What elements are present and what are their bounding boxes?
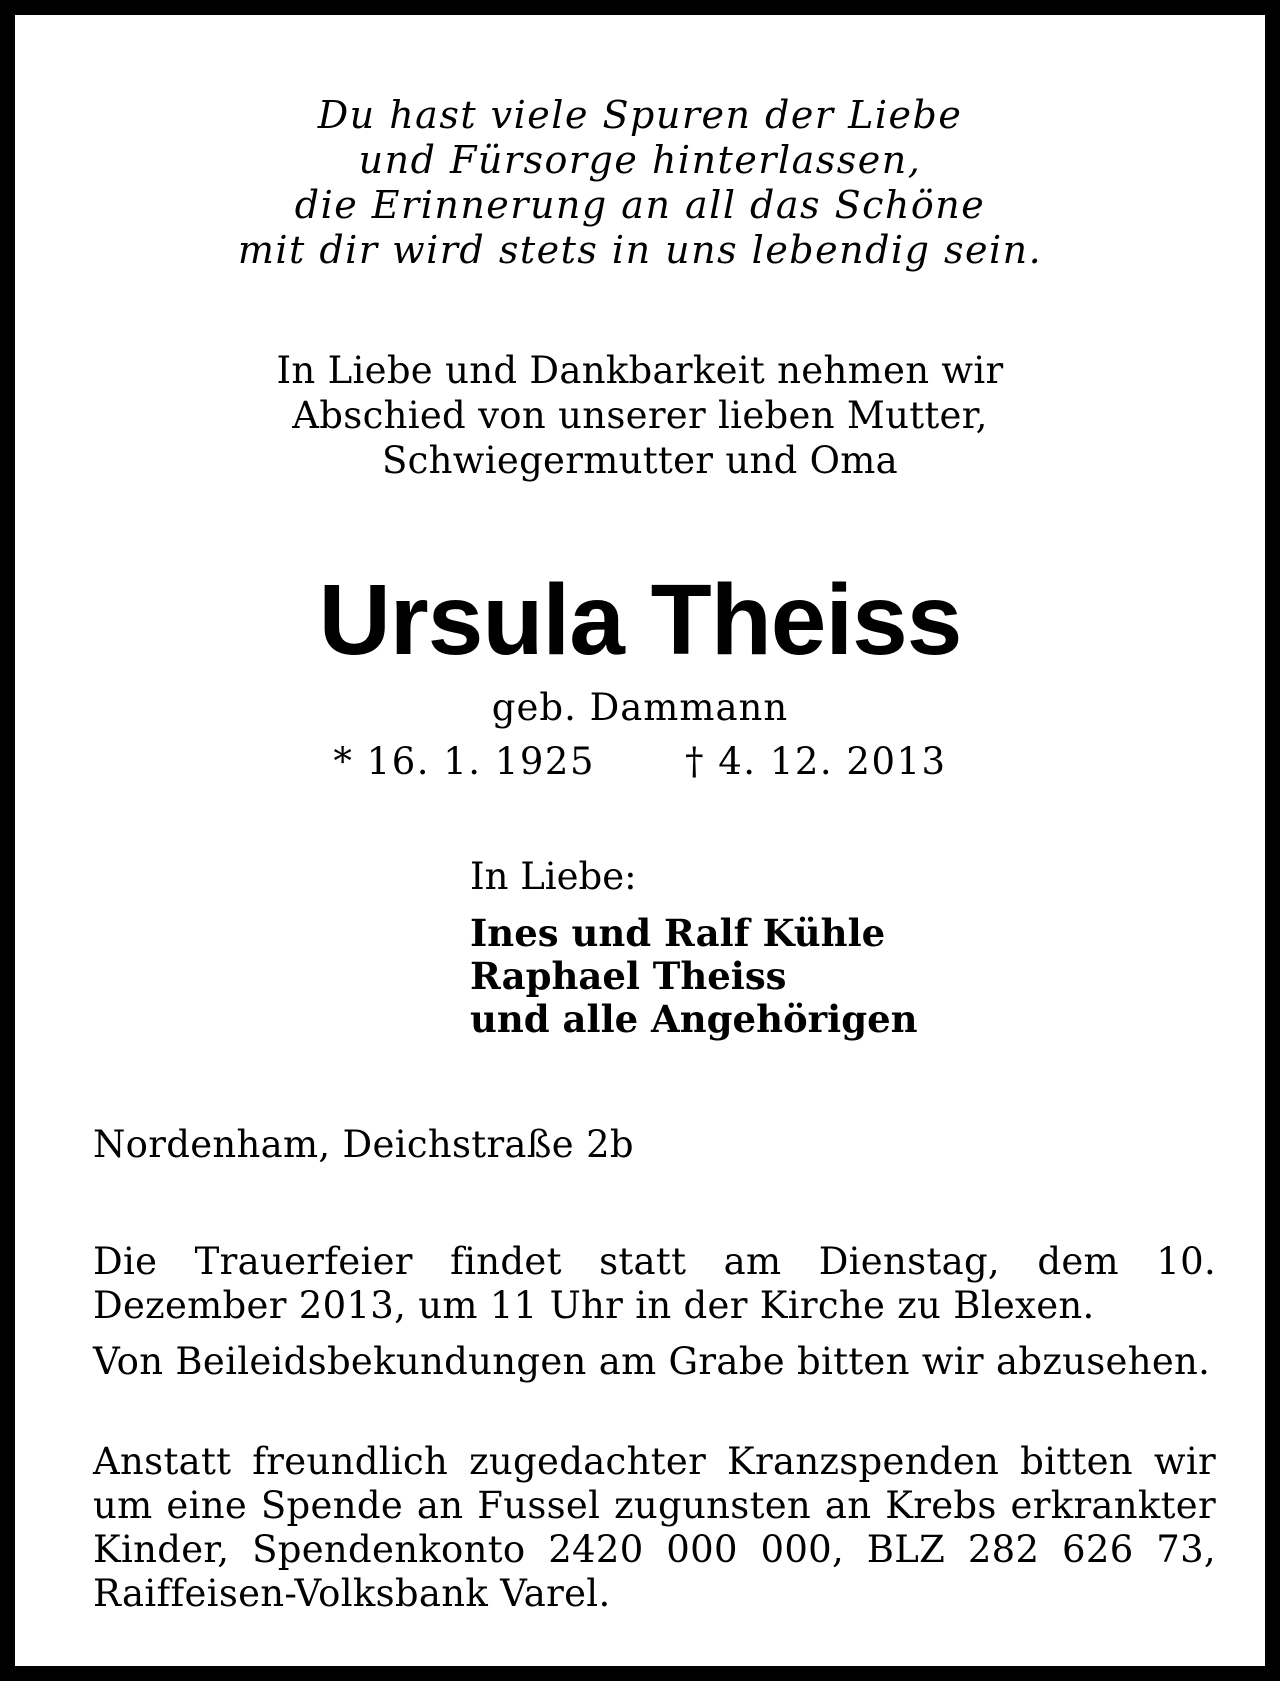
donation-request: Anstatt freundlich zugedachter Kranzspenden bitten wir um eine Spende an Fussel zugunsten an Krebs erkrankter Kinder, Spendenkonto 2420 000 000, BLZ 282 626 73, Raiffeisen-Volksbank Varel.: [93, 1440, 1216, 1615]
condolence-note: Von Beileidsbekundungen am Grabe bitten wir abzusehen.: [93, 1340, 1211, 1383]
intro-line: Schwiegermutter und Oma: [381, 439, 899, 482]
family-member: Ines und Ralf Kühle: [470, 911, 886, 955]
family-signature: [470, 855, 918, 1041]
verse-line: die Erinnerung an all das Schöne: [294, 183, 986, 227]
intro-line: Abschied von unserer lieben Mutter,: [292, 394, 988, 437]
address: Nordenham, Deichstraße 2b: [93, 1123, 634, 1166]
birth-date: * 16. 1. 1925: [333, 740, 595, 783]
family-member: und alle Angehörigen: [470, 997, 918, 1041]
family-members: [470, 912, 918, 1041]
farewell-intro: [15, 348, 1265, 483]
funeral-info: Die Trauerfeier findet statt am Dienstag, dem 10. Dezember 2013, um 11 Uhr in der Kirche zu Blexen.: [93, 1240, 1216, 1327]
maiden-name: geb. Dammann: [491, 686, 789, 729]
verse-line: Du hast viele Spuren der Liebe: [317, 93, 963, 137]
life-dates: [15, 739, 1265, 784]
verse-line: und Fürsorge hinterlassen,: [358, 138, 922, 182]
deceased-name: Ursula Theiss: [318, 564, 962, 676]
family-member: Raphael Theiss: [470, 954, 787, 998]
intro-line: In Liebe und Dankbarkeit nehmen wir: [276, 349, 1004, 392]
family-label: In Liebe:: [470, 855, 637, 898]
verse-line: mit dir wird stets in uns lebendig sein.: [237, 228, 1043, 272]
memorial-verse: [15, 93, 1265, 273]
death-date: † 4. 12. 2013: [685, 740, 947, 783]
